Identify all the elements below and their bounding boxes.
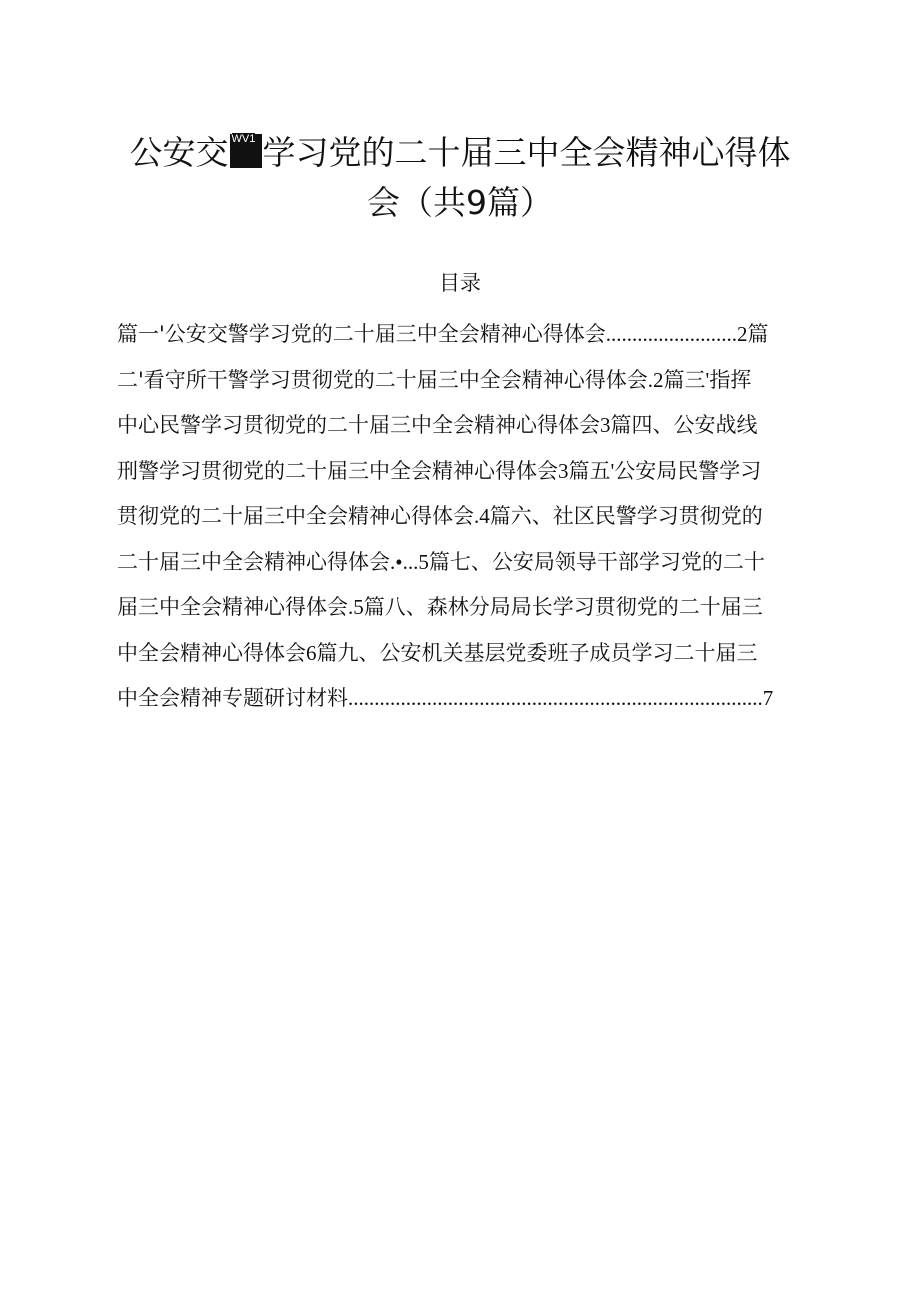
toc-line-tail: 5篇八、森林分局局长学习贯彻党的二十届三 bbox=[353, 595, 763, 619]
toc-line-text: 二'看守所干警学习贯彻党的二十届三中全会精神心得体会 bbox=[117, 367, 648, 392]
stamp-text: WV1 bbox=[231, 133, 256, 145]
toc-leader: . bbox=[348, 595, 354, 619]
toc-line-text: 二十届三中全会精神心得体会 bbox=[117, 549, 390, 574]
toc-line[interactable] bbox=[117, 589, 847, 635]
toc-leader: ......................... bbox=[605, 322, 738, 346]
toc-line-tail: 2篇 bbox=[737, 322, 769, 346]
title-text-part-2: 学习党的二十届三中全会精神心得体 bbox=[262, 133, 791, 172]
toc-line[interactable] bbox=[117, 635, 847, 681]
toc-line-text: 中全会精神心得体会 bbox=[117, 640, 306, 665]
toc-line-text: 中全会精神专题研讨材料 bbox=[117, 686, 348, 710]
toc-leader: .•... bbox=[390, 549, 419, 574]
toc-line-tail: 5篇七、公安局领导干部学习党的二十 bbox=[418, 549, 765, 574]
toc-line-text: 刑警学习贯彻党的二十届三中全会精神心得体会 bbox=[117, 458, 558, 483]
toc-line[interactable] bbox=[117, 453, 847, 499]
toc-line[interactable] bbox=[117, 362, 847, 408]
toc-line[interactable] bbox=[117, 680, 847, 726]
toc-line[interactable] bbox=[117, 316, 847, 362]
redaction-stamp-icon bbox=[230, 134, 262, 168]
toc-line-text: 中心民警学习贯彻党的二十届三中全会精神心得体会 bbox=[117, 413, 600, 437]
toc-line-tail: 4篇六、社区民警学习贯彻党的 bbox=[479, 504, 763, 528]
toc-line-text: 贯彻党的二十届三中全会精神心得体会 bbox=[117, 504, 474, 528]
toc-leader: . bbox=[647, 367, 654, 392]
toc-heading: 目录 bbox=[439, 271, 481, 295]
title-line-2: 会（共9篇） bbox=[367, 183, 553, 222]
toc-line-tail: 3篇五'公安局民警学习 bbox=[558, 458, 762, 483]
title-line-1 bbox=[110, 128, 810, 178]
toc-leader: . bbox=[474, 504, 480, 528]
toc-line-text: 届三中全会精神心得体会 bbox=[117, 595, 348, 619]
toc-line-tail: 3篇四、公安战线 bbox=[600, 413, 758, 437]
toc-leader: ............................................................................... bbox=[348, 686, 763, 710]
toc-line-tail: 7 bbox=[762, 686, 774, 710]
toc-line-tail: 6篇九、公安机关基层党委班子成员学习二十届三 bbox=[306, 640, 758, 665]
toc-line-text: 篇一'公安交警学习党的二十届三中全会精神心得体会 bbox=[117, 322, 606, 346]
toc-line-tail: 2篇三'指挥 bbox=[653, 367, 752, 392]
toc-line[interactable] bbox=[117, 544, 847, 590]
toc-line[interactable] bbox=[117, 498, 847, 544]
toc-line[interactable] bbox=[117, 407, 847, 453]
document-title bbox=[110, 128, 810, 228]
title-text-part-1: 公安交 bbox=[129, 133, 229, 172]
table-of-contents bbox=[117, 316, 847, 726]
